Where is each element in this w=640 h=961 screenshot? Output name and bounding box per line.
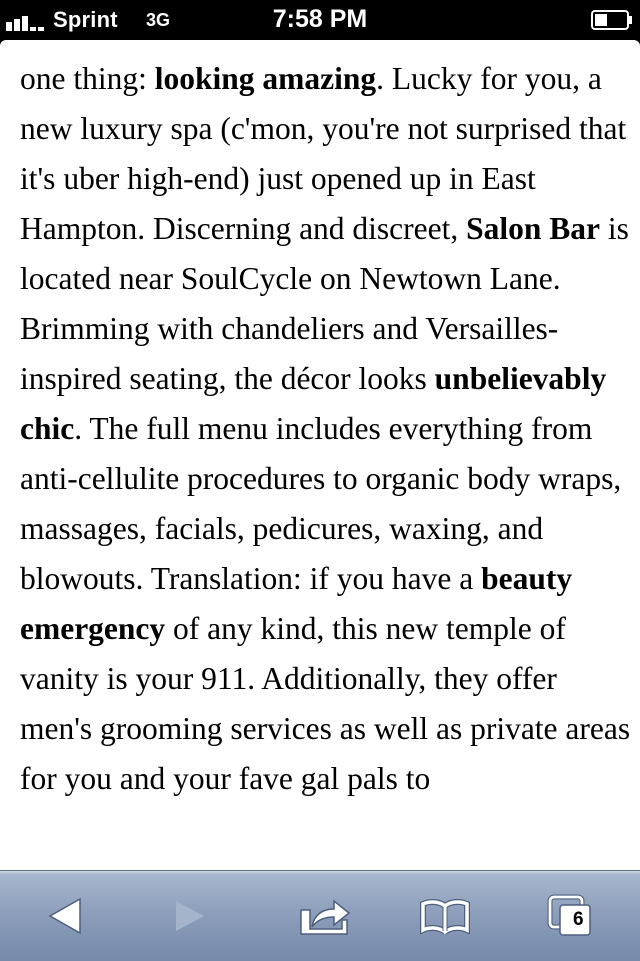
web-page-content[interactable] xyxy=(0,40,640,870)
article-text xyxy=(20,54,632,804)
article-bold-phrase: unbelievably chic xyxy=(20,361,607,446)
back-button[interactable] xyxy=(26,871,106,961)
status-time: 7:58 PM xyxy=(272,5,368,33)
back-icon xyxy=(46,896,86,936)
article-bold-phrase: beauty emergency xyxy=(20,561,573,646)
article-text-run: is located near SoulCycle on Newtown Lane. Brimming with chandeliers and Versailles-inspired seating, the décor looks xyxy=(20,211,629,396)
article-bold-phrase: Salon Bar xyxy=(466,211,601,246)
article-text-run: . Lucky for you, a new luxury spa (c'mon, you're not surprised that it's uber high-end) just opened up in East Hampton. Discerning and discreet, xyxy=(20,61,627,246)
share-icon xyxy=(298,896,352,936)
share-button[interactable] xyxy=(280,871,370,961)
status-bar xyxy=(0,0,640,40)
article-text-run: . The full menu includes everything from anti-cellulite procedures to organic body wraps, massages, facials, pedicures, waxing, and blowouts. Translation: if you have a xyxy=(20,411,622,596)
tabs-button[interactable] xyxy=(528,871,612,961)
forward-icon xyxy=(170,896,210,936)
article-text-run: of any kind, this new temple of vanity is your 911. Additionally, they offer men's grooming services as well as private areas for you and your fave gal pals to xyxy=(20,611,631,796)
tabs-icon xyxy=(546,894,594,938)
bookmarks-icon xyxy=(419,898,471,934)
tabs-count: 6 xyxy=(573,909,584,930)
browser-toolbar xyxy=(0,870,640,961)
battery-icon xyxy=(591,10,633,30)
bookmarks-button[interactable] xyxy=(403,871,487,961)
article-text-run: one thing: xyxy=(20,61,155,96)
article-bold-phrase: looking amazing xyxy=(154,61,377,96)
forward-button[interactable] xyxy=(150,871,230,961)
carrier-name: Sprint xyxy=(53,7,118,32)
network-type: 3G xyxy=(146,10,171,30)
